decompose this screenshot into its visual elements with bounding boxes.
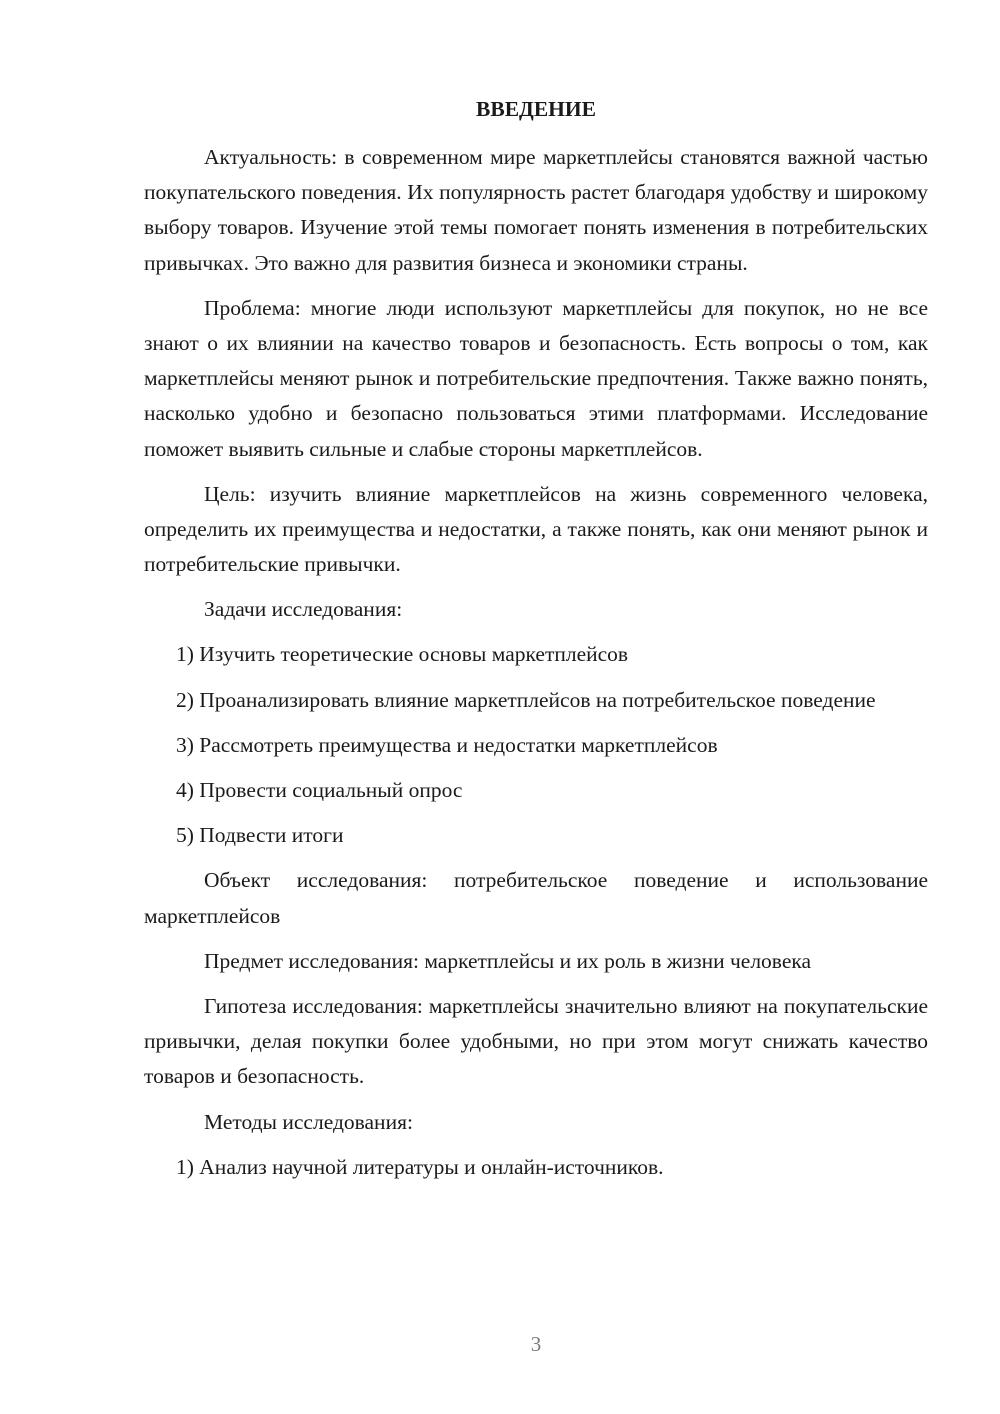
task-item-5: 5) Подвести итоги: [176, 823, 344, 848]
task-item-3: 3) Рассмотреть преимущества и недостатки маркетплейсов: [176, 732, 718, 757]
methods-title: Методы исследования:: [204, 1109, 413, 1134]
method-item-1: 1) Анализ научной литературы и онлайн-источников.: [176, 1154, 664, 1179]
section-heading: ВВЕДЕНИЕ: [476, 97, 596, 121]
page-content: [144, 94, 928, 1195]
task-item-4: 4) Провести социальный опрос: [176, 778, 463, 803]
relevance-paragraph: Актуальность: в современном мире маркетплейсы становятся важной частью покупательского поведения. Их популярность растет благодаря удобству и широкому выбору товаров. Изучение этой темы помогает понять изменения в потребительских привычках. Это важно для развития бизнеса и экономики страны.: [144, 145, 928, 275]
problem-paragraph: Проблема: многие люди используют маркетплейсы для покупок, но не все знают о их влиянии на качество товаров и безопасность. Есть вопросы о том, как маркетплейсы меняют рынок и потребительские предпочтения. Также важно понять, насколько удобно и безопасно пользоваться этими платформами. Исследование поможет выявить сильные и слабые стороны маркетплейсов.: [144, 295, 928, 461]
task-item-1: 1) Изучить теоретические основы маркетплейсов: [176, 642, 629, 667]
object-paragraph: Объект исследования: потребительское поведение и использование маркетплейсов: [144, 868, 928, 928]
tasks-title: Задачи исследования:: [204, 597, 403, 622]
task-item-2: 2) Проанализировать влияние маркетплейсов на потребительское поведение: [176, 687, 876, 712]
subject-paragraph: Предмет исследования: маркетплейсы и их роль в жизни человека: [204, 948, 812, 973]
goal-paragraph: Цель: изучить влияние маркетплейсов на жизнь современного человека, определить их преимущества и недостатки, а также понять, как они меняют рынок и потребительские привычки.: [144, 481, 928, 577]
hypothesis-paragraph: Гипотеза исследования: маркетплейсы значительно влияют на покупательские привычки, делая покупки более удобными, но при этом могут снижать качество товаров и безопасность.: [144, 994, 928, 1089]
page-number: 3: [530, 1332, 542, 1356]
